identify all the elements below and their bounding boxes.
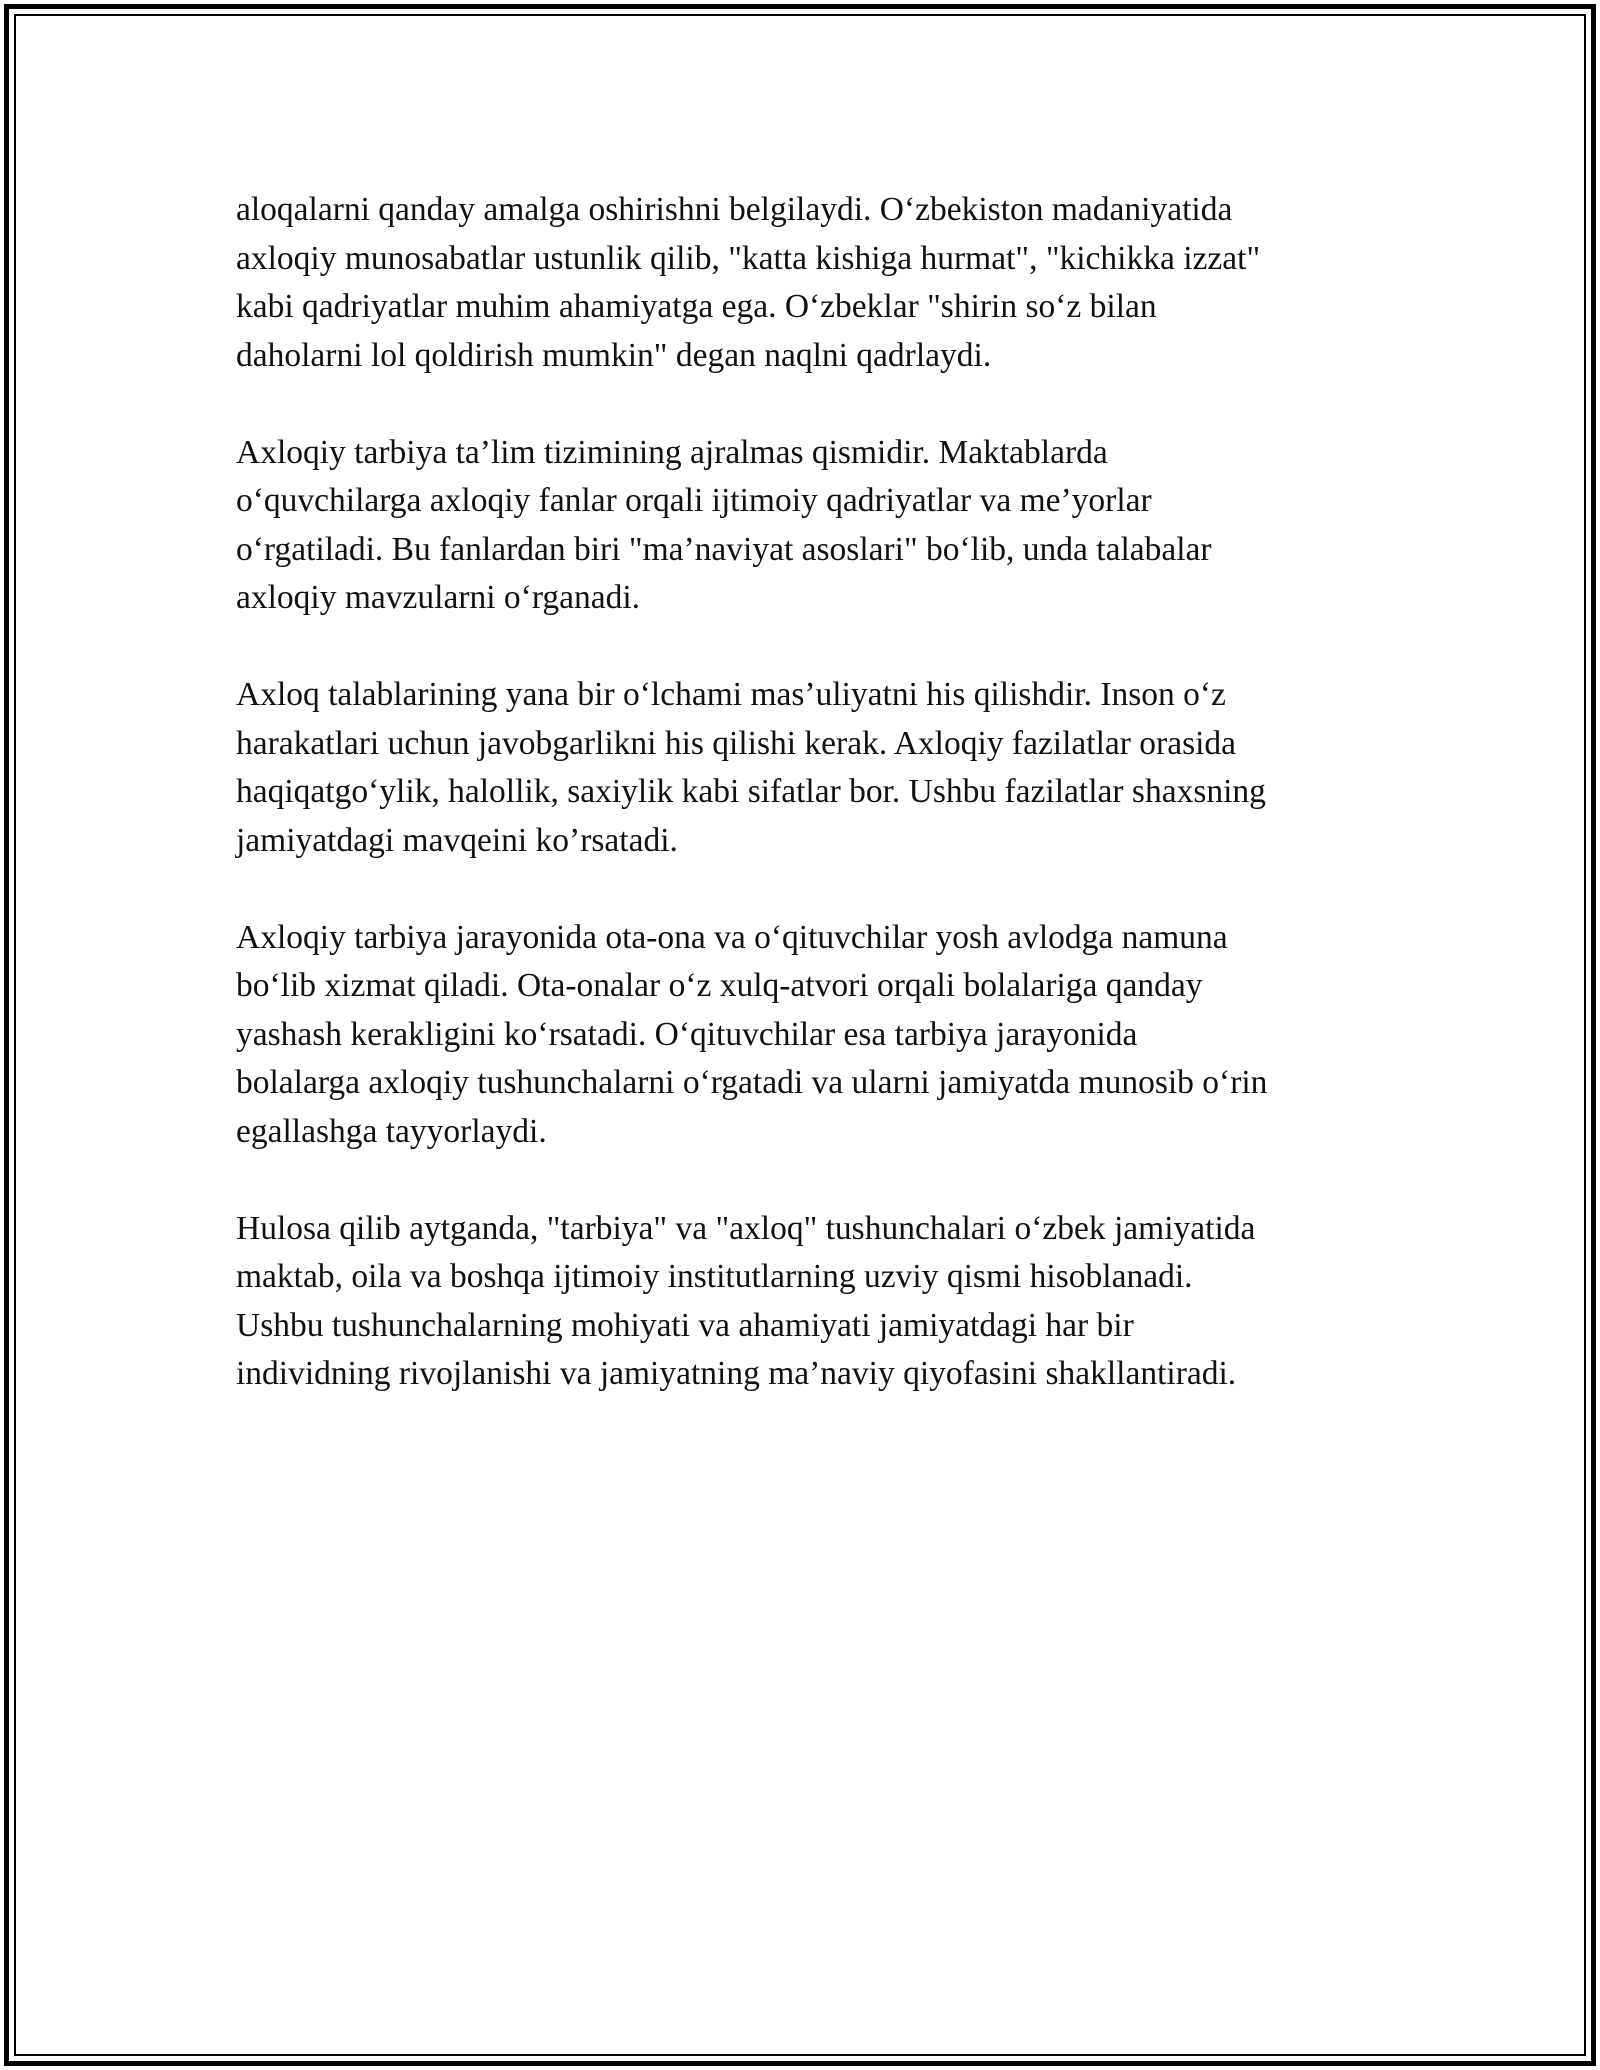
document-body: [236, 186, 1376, 1399]
paragraph-4: Axloqiy tarbiya jarayonida ota-ona va o‘qituvchilar yosh avlodga namuna bo‘lib xizmat qiladi. Ota-onalar o‘z xulq-atvori orqali bolalariga qanday yashash kerakligini ko‘rsatadi. O‘qituvchilar esa tarbiya jarayonida bolalarga axloqiy tushunchalarni o‘rgatadi va ularni jamiyatda munosib o‘rin egallashga tayyorlaydi.: [236, 918, 1268, 1150]
paragraph-5: Hulosa qilib aytganda, "tarbiya" va "axloq" tushunchalari o‘zbek jamiyatida maktab, oila va boshqa ijtimoiy institutlarning uzviy qismi hisoblanadi. Ushbu tushunchalarning mohiyati va ahamiyati jamiyatdagi har bir individning rivojlanishi va jamiyatning ma’naviy qiyofasini shakllantiradi.: [236, 1209, 1256, 1392]
paragraph-1: aloqalarni qanday amalga oshirishni belgilaydi. O‘zbekiston madaniyatida axloqiy munosabatlar ustunlik qilib, "katta kishiga hurmat", "kichikka izzat" kabi qadriyatlar muhim ahamiyatga ega. O‘zbeklar "shirin so‘z bilan daholarni lol qoldirish mumkin" degan naqlni qadrlaydi.: [236, 191, 1261, 374]
paragraph-3: Axloq talablarining yana bir o‘lchami mas’uliyatni his qilishdir. Inson o‘z harakatlari uchun javobgarlikni his qilishi kerak. Axloqiy fazilatlar orasida haqiqatgo‘ylik, halollik, saxiylik kabi sifatlar bor. Ushbu fazilatlar shaxsning jamiyatdagi mavqeini ko’rsatadi.: [236, 676, 1266, 859]
paragraph-2: Axloqiy tarbiya ta’lim tizimining ajralmas qismidir. Maktablarda o‘quvchilarga axloqiy fanlar orqali ijtimoiy qadriyatlar va me’yorlar o‘rgatiladi. Bu fanlardan biri "ma’naviyat asoslari" bo‘lib, unda talabalar axloqiy mavzularni o‘rganadi.: [236, 433, 1212, 616]
